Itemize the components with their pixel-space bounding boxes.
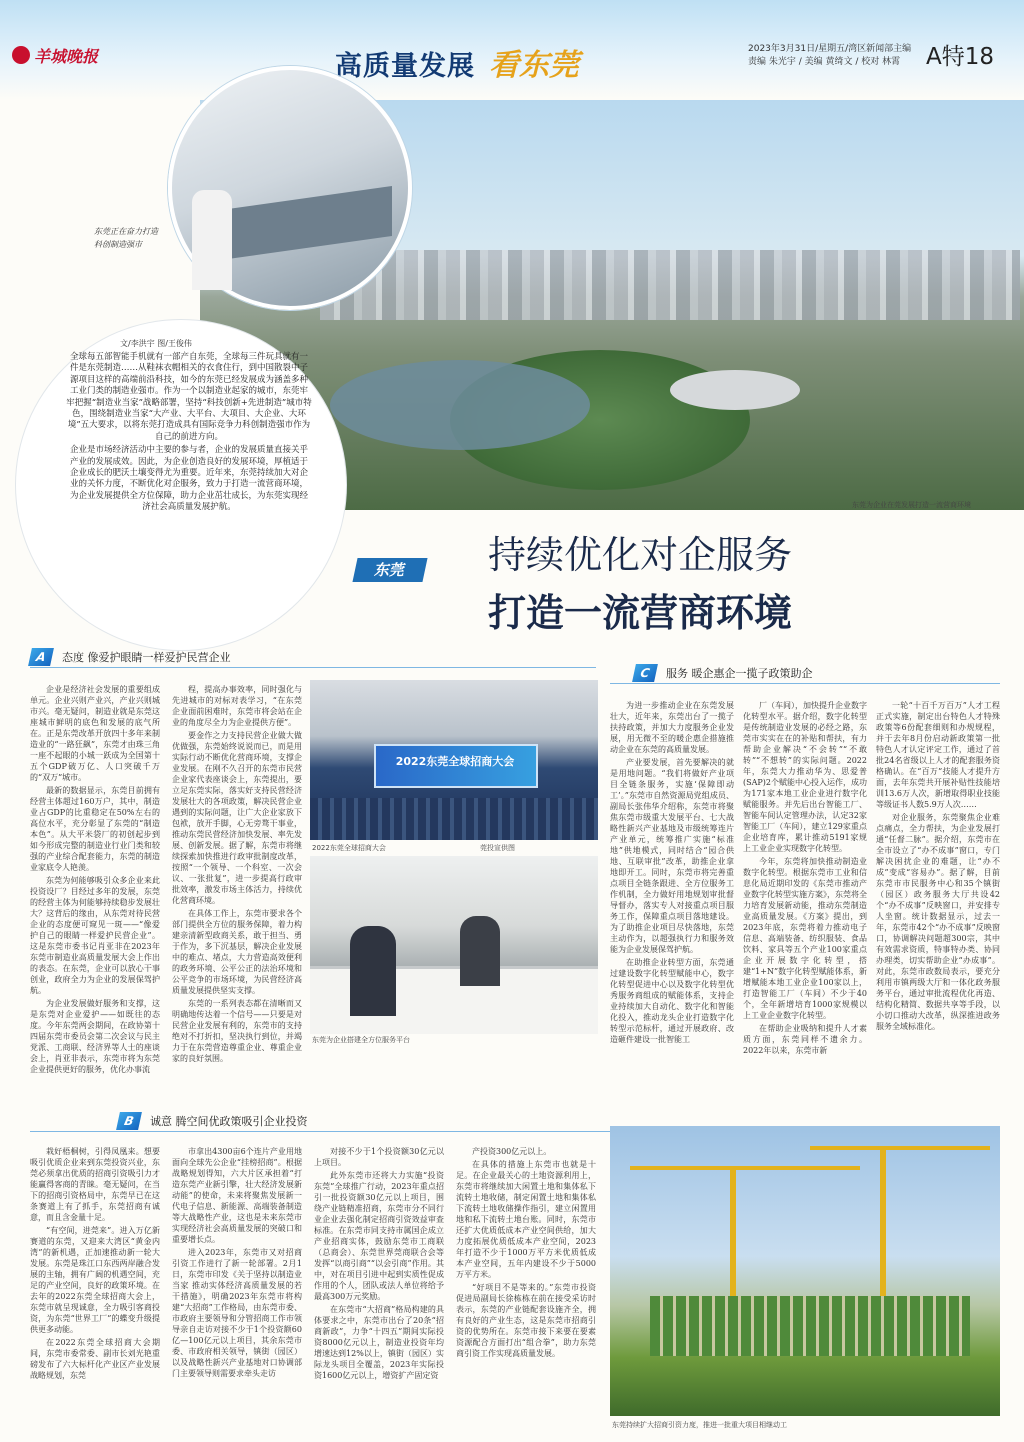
conference-caption-left: 2022东莞全球招商大会 — [312, 844, 386, 852]
crane-jib-1 — [630, 1166, 860, 1170]
section-b-title: 诚意 腾空间优政策吸引企业投资 — [150, 1115, 308, 1128]
city-skyline — [320, 250, 1020, 320]
intro-byline: 文/李洪宇 图/王俊伟 — [120, 339, 192, 348]
section-c-rule — [610, 683, 1000, 684]
section-a-title: 态度 像爱护眼睛一样爱护民营企业 — [62, 651, 231, 664]
logo-text: 羊城晚报 — [34, 46, 99, 66]
section-a-letter: A — [28, 648, 54, 666]
page-number: A特18 — [926, 44, 995, 70]
section-title-sub: 看东莞 — [489, 48, 579, 83]
conference-caption-right: 莞投宣供图 — [480, 844, 515, 852]
construction-cranes-photo — [610, 1126, 1000, 1416]
city-tag: 东莞 — [352, 558, 427, 582]
city-photo-caption: 东莞为企业在莞发展打造一流营商环境 — [852, 501, 971, 509]
logo-emblem-icon — [12, 46, 30, 64]
section-c-letter: C — [632, 664, 658, 682]
headline-line-2: 打造一流营商环境 — [488, 591, 793, 635]
crane-jib-2 — [810, 1146, 990, 1150]
section-b-column-3: 对接不少于1个投资额30亿元以上项目。 此外东莞市还将大力实施“投资东莞”全球推广行动，2023年重点招引一批投资额30亿元以上项目，围绕产业链精准招商，东莞市分不同行业企业去强化制定招商引资效益审查标准。在东莞市同支持市属国企成立产业招商实体，鼓励东莞市工商联（总商会）、东莞世界莞商联合会等发挥“以商引商”“以会引商”作用。其中，对在项目引进中起到实质性促成作用的个人，团队或法人单位将给予最高300万元奖励。 在东莞市“大招商”格局构建的具体要求之中，东莞市出台了20条“招商新政”，力争“十四五”期间实际投资8000亿元以上，制造业投资年均增速达到12%以上，镇街（园区）实际龙头项目全覆盖，2023年实际投资1600亿元以上，增资扩产固定资 — [314, 1147, 444, 1380]
date-line: 2023年3月31日/星期五/湾区新闻部主编 — [748, 44, 912, 54]
section-c-column-2: 厂（车间），加快提升企业数字化转型水平。据介绍，数字化转型是传统制造业发展的必经之路，东莞市实实在在的补贴和帮扶，有力帮助企业解决“不会转”“不敢转”“不想转”的实际问题。2022年，东莞大力推动华为、思爱普(SAP)2个赋能中心投入运作，成功为171家本地工业企业进行数字化赋能服务。并先后出台智能工厂、智能车间认定管理办法，认定32家智能工厂（车间），建立129家重点企业培育库，累计推动5191家规上工业企业实现数字化转型。 今年，东莞将加快推动制造业数字化转型。根据东莞市工业和信息化局近期印发的《东莞市推动产业数字化转型实施方案》，东莞将全力培育发展新动能，推动东莞制造业高质量发展。《方案》提出，到2023年底，东莞将着力推动电子信息、高端装备、纺织服装、食品饮料、家具等五个产业100家重点企业开展数字化转型，搭建“1+N”数字化转型赋能体系，新增赋能本地工业企业100家以上，打造智能工厂（车间）不少于40个，全年新增培育1000家规模以上工业企业数字化转型。 在帮助企业吸纳和提升人才素质方面，东莞同样不遗余力。2022年以来，东莞市新 — [743, 701, 867, 1055]
service-hall-caption: 东莞为企业搭建全方位服务平台 — [312, 1036, 410, 1044]
conference-audience — [310, 798, 598, 840]
factory-photo — [168, 66, 412, 310]
section-title-main: 高质量发展 — [335, 51, 475, 82]
section-c-header — [634, 664, 813, 682]
service-hall-photo — [310, 856, 598, 1031]
intro-lead — [66, 352, 312, 514]
factory-workers — [192, 190, 232, 290]
editors-line: 责编 朱光宇 / 美编 黄绮文 / 校对 林霄 — [748, 57, 901, 67]
section-c-column-1: 为进一步推动企业在东莞发展壮大，近年来，东莞出台了一揽子扶持政策，并加大力度服务企业发展，用无微不至的暖企惠企措施推动企业在东莞的高质量发展。 产业要发展，首先要解决的就是用地问题。“我们将做好产业项目全链条服务，实施‘保障即动工’。”东莞市自然资源局党组成员、副局长张伟华介绍称，东莞市将聚焦东莞市级重大发展平台、七大战略性新兴产业基地及市级统筹连片产业单元，统筹推广实施“标准地”供地模式，同时结合“园合供地、互联审批”改革，助推企业拿地即开工。同时，东莞市将完善重点项目全链条跟进、全方位服务工作机制，全力做好用地规划审批督导督办，落实专人对接重点项目服务工作，保障重点项目落地建设。为了助推企业项目尽快落地，东莞主动作为，以超强执行力和服务效能为企业发展保驾护航。 在助推企业转型方面，东莞通过建设数字化转型赋能中心，数字化转型促进中心以及数字化转型优秀服务商组成的赋能体系，支持企业持续加大自动化、数字化和智能化投入，推动龙头企业打造数字化转型示范标杆，通过开展政府、改造砸件建设一批智能工 — [610, 701, 734, 1044]
section-b-column-2: 市拿出4300亩6个连片产业用地面向全球先公企业“挂榜招商”。根据战略规划得知，六大片区承担着“打造东莞产业新引擎，壮大经济发展新动能”的使命，未来将聚焦发展新一代电子信息、新能源、高端装备制造等大战略性产业，这也是未来东莞市实现经济社会高质量发展的突破口和重要增长点。 进入2023年，东莞市又对招商引资工作进行了新一轮部署。2月1日，东莞市印发《关于坚持以制造业当家 推动实体经济高质量发展的若干措施》，明确2023年东莞市将构建“大招商”工作格局，由东莞市委、市政府主要领导和分管招商工作市领导亲自走访对接不少于1个投资额60亿—100亿元以上项目，其余东莞市委、市政府相关领导，镇街（园区）以及战略性新兴产业基地对口协调部门主要领导则需要求牵头走访 — [172, 1147, 302, 1378]
conference-banner-text: 2022东莞全球招商大会 — [395, 755, 515, 768]
headline-line-1: 持续优化对企服务 — [488, 533, 793, 577]
newspaper-logo — [12, 44, 98, 66]
section-b-header — [118, 1112, 308, 1130]
section-b-column-4: 产投资300亿元以上。 在具体的措施上东莞市也就是十足。在企业最关心的土地资源利用上，东莞市将继续加大闲置土地和集体私下流转土地收储，制定闲置土地和集体私下流转土地收储操作指引，建立闲置用地和私下流转土地台账。同时，东莞市还扩大优质低成本产业空间供给，加大力度拓展优质低成本产业空间，2023年打造不少于1000万平方米优质低成本产业空间，五年内建设不少于5000万平方米。 “好项目不是等来的。”东莞市投资促进局副局长徐栋栋在前在接受采访时表示，东莞的产业链配套设施齐全，拥有良好的产业生态，这是东莞市招商引资的优势所在。东莞市接下来要在要素资源配合方面打出“组合拳”，助力东莞商引资工作实现高质量发展。 — [456, 1147, 596, 1358]
section-c-column-3: 一轮“十百千万百万”人才工程正式实施，制定出台特色人才特殊政策等6份配套细则和办规规程，并于去年8月份启动新政策第一批特色人才认定评定工作，通过了首批24名省级以上人才的配套服务资格确认。在“百万”技能人才提升方面，去年东莞共开展补贴性技能培训13.6万人次，新增取得职业技能等级证书人数5.9万人次…… 对企业服务，东莞聚焦企业难点痛点，全力帮扶，为企业发展打通“任督二脉”。据介绍，东莞市在全市设立了“办不成事”窗口，专门解决困扰企业的难题，让“办不成”变成“容易办”。据了解，目前东莞市市民服务中心和35个镇街（园区）政务服务大厅共设42个“办不成事”反映窗口，并安排专人坐窗。统计数据显示，过去一年，东莞市42个“办不成事”反映窗口，协调解决问题超300宗，其中有效需求资质，特事特办类、协同办理类，切实帮助企业“办成事”。对此，东莞市政数局表示，要充分利用市镇两级大厅和一体化政务服务平台，通过审批流程优化再造、结构化精简、数据共享等手段，以小切口推动大改革，纵深推进政务服务全域标准化。 — [876, 701, 1000, 1031]
factory-photo-caption: 东莞正在奋力打造科创制造强市 — [94, 227, 158, 249]
service-visitor — [350, 926, 396, 1016]
section-title — [335, 40, 579, 84]
conference-photo — [310, 680, 598, 840]
intro-paragraph-2: 企业是市场经济活动中主要的参与者，企业的发展质量直接关乎产业的发展成效。因此，为企业创造良好的发展环境，厚植适于企业成长的肥沃土壤变得尤为重要。近年来，东莞持续加大对企业的关怀力度，不断优化对企服务，致力于打造一流营商环境，为企业发展提供全方位保障，助力企业茁壮成长，为东莞实现经济社会高质量发展护航。 — [69, 445, 308, 513]
section-a-header — [30, 648, 231, 666]
building-frame — [650, 1296, 970, 1356]
cranes-caption: 东莞持续扩大招商引资力度，推进一批重大项目相继动工 — [612, 1421, 787, 1429]
city-lake — [330, 360, 590, 450]
section-b-letter: B — [116, 1112, 142, 1130]
city-stadium — [670, 370, 800, 410]
section-a-rule — [30, 667, 596, 668]
service-staff — [460, 916, 500, 986]
section-b-column-1: 栽好梧桐树，引得凤凰来。想要吸引优质企业来到东莞投资兴业，东莞必须拿出优质的招商引资吸引力才能赢得客商的青睐。毫无疑问，在当下的招商引资格局中，东莞早已在这条赛道上有了抓手，东莞招商有诚意，而且含金量十足。 “有空间，进莞来”。进入万亿新赛道的东莞，又迎来大湾区“黄金内湾”的新机遇，正加速推动新一轮大发展。东莞是珠江口东西两岸融合发展的主轴，拥有广阔的机遇空间，充足的产业空间，良好的政策环境。在去年的2022东莞全球招商大会上，东莞市就呈现诚意，全力吸引客商投资，为东莞“世界工厂”的蝶变升级提供更多动能。 在2022东莞全球招商大会期间，东莞市委常委、副市长刘光艳重磅发布了六大标杆化产业区产业发展战略规划，东莞 — [30, 1147, 160, 1380]
section-c-title: 服务 暖企惠企一揽子政策助企 — [666, 667, 813, 680]
section-a-column-2: 程，提高办事效率，同时强化与先进城市的对标对表学习，“在东莞企业面前困难时，东莞市将会站在企业的角度尽全力为企业提供方便”。 要金作之力支持民营企业做大做优做强，东莞始终说说而已，而是用实际行动不断优化营商环境，支撑企业发展。在刚不久召开的东莞市民营企业家代表座谈会上，东莞提出，要立足东莞实际，落实好支持民营经济发展壮大的各项政策，解决民营企业遇到的实际问题，让广大企业家放下包袱，放开手脚，心无旁骛干事业，推动东莞民营经济加快发展、率先发展、创新发展。据了解，东莞市将继续探索加快推进行政审批制度改革，按照“一个领导、一个科室、一次会议、一张批复”，进一步提高行政审批效率，激发市场主体活力，持续优化营商环境。 在具体工作上，东莞市要求各个部门提供全方位的服务保障，着力构建亲清新型政商关系，敢于担当、勇于作为，多下沉基层，解决企业发展中的难点、堵点，大力营造高效便利的政务环境、公平公正的法治环境和公平竞争的市场环境，为民营经济高质量发展提供坚实支撑。 东莞的一系列表态都在清晰而又明确地传达着一个信号——只要是对民营企业发展有利的，东莞市的支持绝对不打折扣，坚决执行到位，并竭力于在东莞营造尊重企业、尊重企业家的良好氛围。 — [172, 685, 302, 1063]
section-a-column-1: 企业是经济社会发展的重要组成单元。企业兴则产业兴，产业兴则城市兴。毫无疑问，制造业就是东莞这座城市鲜明的底色和发展的底气所在。正是东莞改革开放四十多年来制造业的“一路狂飙”，东莞才由珠三角一座不起眼的小城一跃成为全国第十五个GDP破万亿、人口突破千万的“双万”城市。 最新的数据显示，东莞目前拥有经营主体超过160万户，其中，制造业占GDP的比重稳定在50%左右的高位水平，充分彰显了东莞的“制造本色”。从大平米袋厂的初创起步到如今形成完整的制造业行业门类和较强的产业综合配套能力，东莞的制造业家底令人艳羡。 东莞为何能够吸引众多企业来此投资设厂？目经过多年的发展，东莞的经营主体为何能够持续稳步发展壮大？这背后的缘由，从东莞对待民营企业的态度便可窥见一斑——“像爱护自己的眼睛一样爱护民营企业”。这是东莞市委书记肖亚非在2023年东莞市制造业高质量发展大会上作出的表态。在东莞，企业可以放心干事创业，政府全力为企业的发展保驾护航。 为企业发展做好服务和支撑，这是东莞对企业爱护——如既往的态度。今年东莞两会期间，在政协第十四届东莞市委员会第二次会议与民主党派、工商联、经济界等人士的座谈会上，肖亚非表示，东莞市将为东莞企业提供更好的服务，优化办事流 — [30, 685, 160, 1074]
intro-paragraph-1: 全球每五部智能手机就有一部产自东莞，全球每三件玩具就有一件是东莞制造……从鞋袜衣帽相关的衣食住行，到中国散裂中子源项目这样的高端前沿科技，如今的东莞已经发展成为涵盖多种工业门类的制造业强市。作为一个以制造业起家的城市，东莞牢牢把握“制造业当家”战略部署，坚持“科技创新+先进制造”城市特色，围绕制造业当家“大产业、大平台、大项目、大企业、大环境”五大要求，以将东莞打造成具有国际竞争力科创制造强市作为自己的前进方向。 — [66, 352, 312, 442]
